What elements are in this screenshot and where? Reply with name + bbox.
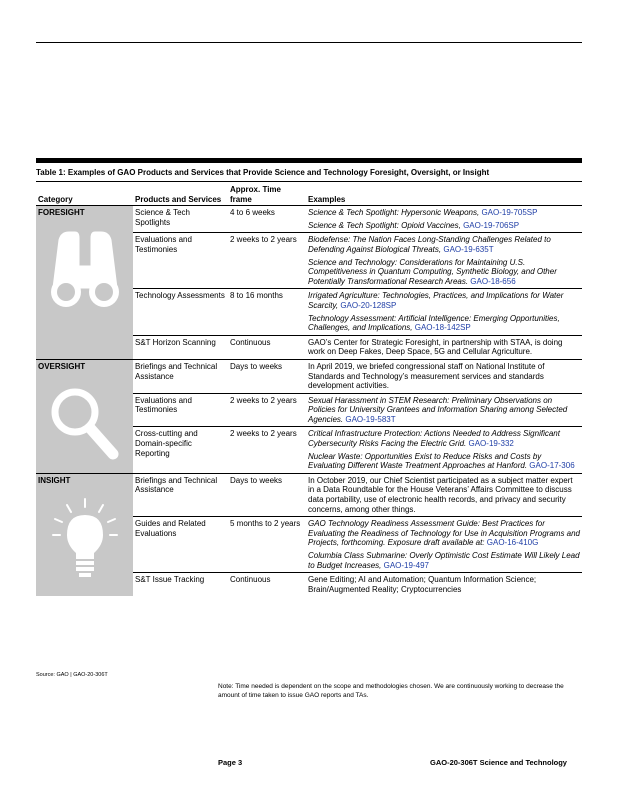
report-link[interactable]: GAO-18-142SP [414, 323, 471, 333]
magnifying-glass-icon [45, 380, 125, 467]
example-text: Biodefense: The Nation Faces Long-Standing Challenges Related to Defending Against Biological Threats, [308, 235, 551, 254]
table-row [36, 359, 582, 393]
example-text: In April 2019, we briefed congressional staff on National Institute of Standards and Technology’s measurement services and standards development activities. [308, 361, 545, 391]
product-cell: S&T Horizon Scanning [133, 335, 228, 359]
example-text: Irrigated Agriculture: Technologies, Practices, and Implications for Water Scarcity, [308, 291, 564, 310]
product-cell: Science & Tech Spotlights [135, 208, 190, 227]
example-text: Science & Tech Spotlight: Hypersonic Weapons, [308, 208, 482, 218]
report-link[interactable]: GAO-19-583T [345, 414, 396, 424]
timeframe-cell: 8 to 16 months [228, 289, 306, 335]
source-line: Source: GAO | GAO-20-306T [36, 672, 108, 678]
timeframe-cell: 5 months to 2 years [228, 517, 306, 573]
example-entry [308, 429, 580, 448]
report-link[interactable]: GAO-18-656 [470, 276, 516, 286]
examples-cell [306, 427, 582, 473]
timeframe-cell: 2 weeks to 2 years [228, 393, 306, 427]
example-entry [308, 476, 580, 514]
example-text: Science & Tech Spotlight: Opioid Vaccines, [308, 220, 464, 230]
header-products: Products and Services [133, 185, 228, 206]
examples-cell [306, 289, 582, 335]
example-entry [308, 235, 580, 254]
timeframe-cell: 2 weeks to 2 years [228, 233, 306, 289]
example-entry [308, 338, 580, 357]
product-cell: Guides and Related Evaluations [133, 517, 228, 573]
example-entry [308, 208, 580, 218]
example-text: Gene Editing; AI and Automation; Quantum Information Science; Brain/Augmented Reality; Cryptocurrencies [308, 575, 537, 594]
table-row [36, 473, 582, 516]
example-text: Nuclear Waste: Opportunities Exist to Reduce Risks and Costs by Evaluating Different Waste Treatment Approaches at Hanford. [308, 451, 542, 471]
category-label: INSIGHT [38, 475, 71, 485]
report-link[interactable]: GAO-17-306 [529, 461, 575, 471]
header-timeframe: Approx. Time frame [228, 185, 306, 206]
category-cell [36, 359, 133, 473]
category-label: OVERSIGHT [38, 361, 86, 371]
report-link[interactable]: GAO-20-128SP [340, 300, 397, 310]
example-text: In October 2019, our Chief Scientist participated as a subject matter expert in a Data Roundtable for the House Veterans’ Affairs Committee to discuss data portability, use of electronic health records, and privacy and security concerns, among other things. [308, 475, 573, 514]
timeframe-cell: Days to weeks [228, 359, 306, 393]
timeframe-cell: 4 to 6 weeks [230, 208, 275, 218]
product-cell: Cross-cutting and Domain-specific Reporting [133, 427, 228, 473]
binoculars-icon [45, 226, 125, 313]
header-examples: Examples [306, 185, 582, 206]
example-entry [308, 551, 580, 570]
example-entry [308, 575, 580, 594]
example-entry [308, 221, 580, 231]
examples-cell [306, 573, 582, 597]
header-category: Category [36, 185, 133, 206]
table-body [36, 206, 582, 597]
category-label: FORESIGHT [38, 208, 85, 218]
timeframe-cell: Continuous [228, 573, 306, 597]
example-text: Columbia Class Submarine: Overly Optimistic Cost Estimate Will Likely Lead to Budget Increases, [308, 551, 580, 570]
table-title: Table 1: Examples of GAO Products and Services that Provide Science and Technology Foresight, Oversight, or Insight [36, 168, 490, 177]
example-text: Science and Technology: Considerations for Maintaining U.S. Competitiveness in Quantum Computing, Synthetic Biology, and Other Potentially Transformational Research Areas. [308, 257, 557, 286]
table-title-rule [36, 181, 582, 182]
example-entry [308, 519, 580, 548]
examples-cell [306, 359, 582, 393]
timeframe-cell: Days to weeks [228, 473, 306, 516]
examples-cell [306, 473, 582, 516]
examples-cell [306, 206, 582, 233]
example-entry [308, 258, 580, 287]
report-link[interactable]: GAO-19-332 [468, 439, 514, 449]
light-bulb-icon [45, 493, 125, 586]
category-cell [36, 206, 133, 360]
examples-cell [306, 517, 582, 573]
report-link[interactable]: GAO-19-705SP [481, 208, 538, 218]
category-cell [36, 473, 133, 596]
report-id: GAO-20-306T Science and Technology [430, 758, 567, 767]
example-text: GAO’s Center for Strategic Foresight, in partnership with STAA, is doing work on Deep Fakes, Deep Space, 5G and Cellular Agriculture. [308, 337, 563, 357]
product-cell: Evaluations and Testimonies [133, 233, 228, 289]
product-cell: Briefings and Technical Assistance [133, 359, 228, 393]
top-rule [36, 42, 582, 43]
timeframe-cell: 2 weeks to 2 years [228, 427, 306, 473]
example-entry [308, 314, 580, 333]
product-cell: Briefings and Technical Assistance [133, 473, 228, 516]
page-number: Page 3 [218, 758, 243, 767]
example-entry [308, 396, 580, 425]
table-header-row [36, 185, 582, 206]
note-text: Note: Time needed is dependent on the scope and methodologies chosen. We are continuously working to decrease the amount of time taken to issue GAO reports and TAs. [218, 683, 564, 699]
product-cell: Technology Assessments [133, 289, 228, 335]
product-cell: S&T Issue Tracking [133, 573, 228, 597]
examples-cell [306, 335, 582, 359]
report-link[interactable]: GAO-19-635T [443, 244, 494, 254]
example-entry [308, 452, 580, 471]
product-cell: Evaluations and Testimonies [133, 393, 228, 427]
report-link[interactable]: GAO-16-410G [486, 538, 539, 548]
examples-cell [306, 233, 582, 289]
report-link[interactable]: GAO-19-497 [383, 560, 429, 570]
timeframe-cell: Continuous [228, 335, 306, 359]
table-top-bar [36, 158, 582, 163]
table-row [36, 206, 582, 233]
products-table [36, 185, 582, 596]
example-text: GAO Technology Readiness Assessment Guide: Best Practices for Evaluating the Readiness of Technology for Use in Acquisition Programs and Projects, forthcoming. Exposure draft available at: [308, 519, 581, 548]
report-link[interactable]: GAO-19-706SP [463, 220, 520, 230]
example-entry [308, 291, 580, 310]
example-text: Technology Assessment: Artificial Intelligence: Emerging Opportunities, Challenges, and Implications, [308, 313, 560, 333]
examples-cell [306, 393, 582, 427]
example-entry [308, 362, 580, 391]
example-text: Critical Infrastructure Protection: Actions Needed to Address Significant Cybersecurity Risks Facing the Electric Grid. [308, 429, 560, 449]
example-text: Sexual Harassment in STEM Research: Preliminary Observations on Policies for University Grantees and Information Sharing among Selected Agencies. [308, 395, 568, 424]
